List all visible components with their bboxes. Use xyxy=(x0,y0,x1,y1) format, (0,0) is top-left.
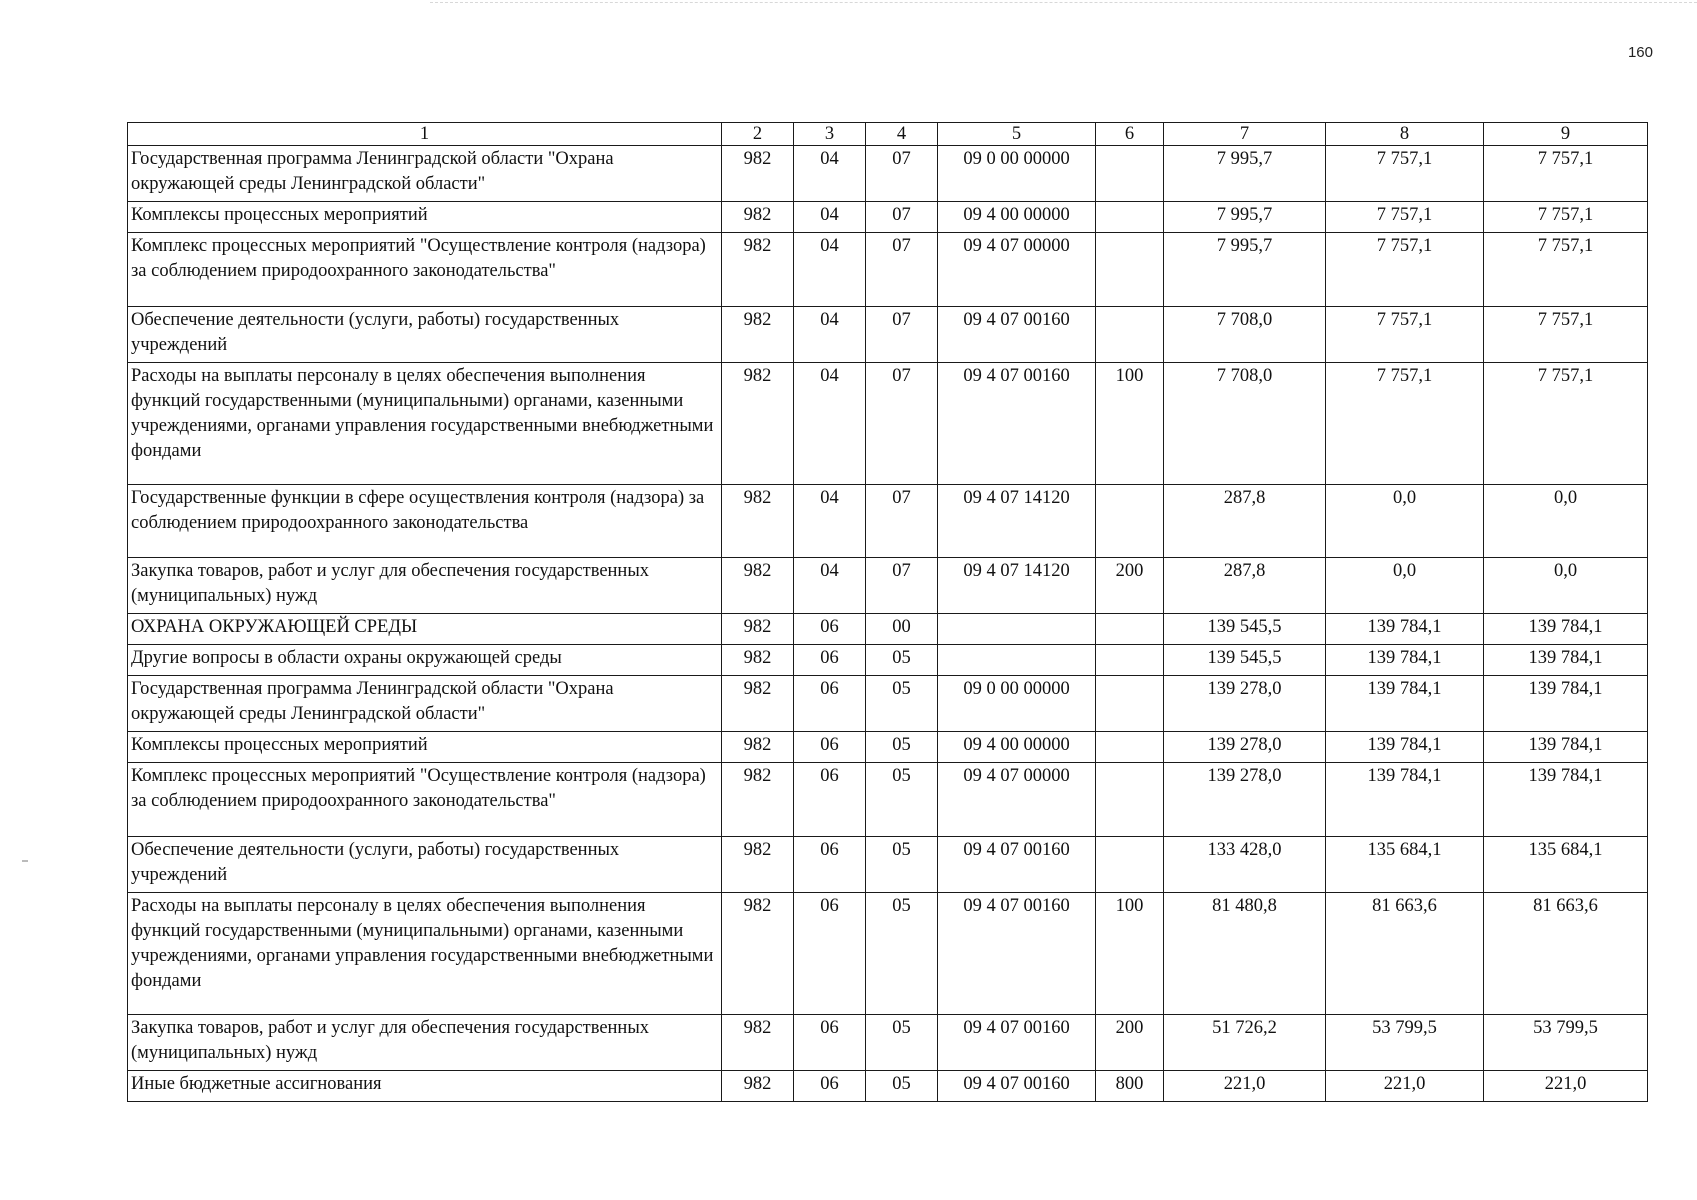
admin-code: 982 xyxy=(722,645,794,676)
section-code: 04 xyxy=(794,146,866,202)
subsection-code: 07 xyxy=(866,485,938,558)
amount-col-8: 7 757,1 xyxy=(1326,202,1484,233)
scan-mark xyxy=(22,860,28,862)
expense-type-code xyxy=(1096,485,1164,558)
amount-col-7: 287,8 xyxy=(1164,558,1326,614)
section-code: 06 xyxy=(794,732,866,763)
table-row xyxy=(128,233,1648,307)
target-article-code: 09 4 07 00160 xyxy=(938,893,1096,1015)
column-number: 4 xyxy=(866,123,938,146)
table-row xyxy=(128,363,1648,485)
amount-col-7: 133 428,0 xyxy=(1164,837,1326,893)
table-row xyxy=(128,485,1648,558)
amount-col-7: 7 995,7 xyxy=(1164,146,1326,202)
row-name: Обеспечение деятельности (услуги, работы) государственных учреждений xyxy=(128,307,722,363)
target-article-code: 09 4 07 00000 xyxy=(938,233,1096,307)
expense-type-code xyxy=(1096,645,1164,676)
table-row xyxy=(128,837,1648,893)
target-article-code: 09 4 00 00000 xyxy=(938,202,1096,233)
amount-col-8: 81 663,6 xyxy=(1326,893,1484,1015)
row-name: Расходы на выплаты персоналу в целях обеспечения выполнения функций государственными (муниципальными) органами, казенными учреждениями, органами управления государственными внебюджетными фондами xyxy=(128,893,722,1015)
row-name: ОХРАНА ОКРУЖАЮЩЕЙ СРЕДЫ xyxy=(128,614,722,645)
row-name: Государственные функции в сфере осуществления контроля (надзора) за соблюдением природоохранного законодательства xyxy=(128,485,722,558)
amount-col-7: 139 545,5 xyxy=(1164,645,1326,676)
table-row xyxy=(128,1071,1648,1102)
admin-code: 982 xyxy=(722,485,794,558)
admin-code: 982 xyxy=(722,1071,794,1102)
subsection-code: 07 xyxy=(866,202,938,233)
table-row xyxy=(128,558,1648,614)
admin-code: 982 xyxy=(722,233,794,307)
table-row xyxy=(128,645,1648,676)
table-row xyxy=(128,146,1648,202)
expense-type-code xyxy=(1096,732,1164,763)
amount-col-9: 81 663,6 xyxy=(1484,893,1648,1015)
amount-col-8: 135 684,1 xyxy=(1326,837,1484,893)
amount-col-7: 221,0 xyxy=(1164,1071,1326,1102)
amount-col-7: 7 995,7 xyxy=(1164,202,1326,233)
amount-col-9: 7 757,1 xyxy=(1484,146,1648,202)
section-code: 06 xyxy=(794,763,866,837)
expense-type-code: 100 xyxy=(1096,893,1164,1015)
amount-col-9: 139 784,1 xyxy=(1484,645,1648,676)
target-article-code: 09 4 07 00000 xyxy=(938,763,1096,837)
target-article-code xyxy=(938,614,1096,645)
expense-type-code xyxy=(1096,146,1164,202)
amount-col-8: 139 784,1 xyxy=(1326,676,1484,732)
amount-col-8: 7 757,1 xyxy=(1326,363,1484,485)
amount-col-8: 0,0 xyxy=(1326,558,1484,614)
table-row xyxy=(128,1015,1648,1071)
column-number: 2 xyxy=(722,123,794,146)
subsection-code: 00 xyxy=(866,614,938,645)
amount-col-7: 7 708,0 xyxy=(1164,307,1326,363)
amount-col-9: 0,0 xyxy=(1484,558,1648,614)
table-row xyxy=(128,676,1648,732)
section-code: 06 xyxy=(794,614,866,645)
admin-code: 982 xyxy=(722,837,794,893)
amount-col-7: 139 278,0 xyxy=(1164,732,1326,763)
column-number: 3 xyxy=(794,123,866,146)
admin-code: 982 xyxy=(722,146,794,202)
section-code: 06 xyxy=(794,676,866,732)
amount-col-8: 139 784,1 xyxy=(1326,614,1484,645)
subsection-code: 07 xyxy=(866,146,938,202)
subsection-code: 07 xyxy=(866,558,938,614)
column-number: 8 xyxy=(1326,123,1484,146)
admin-code: 982 xyxy=(722,732,794,763)
expense-type-code xyxy=(1096,233,1164,307)
amount-col-8: 7 757,1 xyxy=(1326,233,1484,307)
amount-col-9: 7 757,1 xyxy=(1484,363,1648,485)
target-article-code: 09 4 00 00000 xyxy=(938,732,1096,763)
amount-col-9: 53 799,5 xyxy=(1484,1015,1648,1071)
target-article-code: 09 0 00 00000 xyxy=(938,676,1096,732)
section-code: 06 xyxy=(794,1071,866,1102)
expense-type-code xyxy=(1096,676,1164,732)
expense-type-code xyxy=(1096,202,1164,233)
amount-col-9: 135 684,1 xyxy=(1484,837,1648,893)
row-name: Обеспечение деятельности (услуги, работы) государственных учреждений xyxy=(128,837,722,893)
target-article-code: 09 0 00 00000 xyxy=(938,146,1096,202)
target-article-code: 09 4 07 00160 xyxy=(938,307,1096,363)
row-name: Расходы на выплаты персоналу в целях обеспечения выполнения функций государственными (муниципальными) органами, казенными учреждениями, органами управления государственными внебюджетными фондами xyxy=(128,363,722,485)
subsection-code: 05 xyxy=(866,732,938,763)
section-code: 04 xyxy=(794,485,866,558)
subsection-code: 07 xyxy=(866,233,938,307)
target-article-code xyxy=(938,645,1096,676)
amount-col-9: 0,0 xyxy=(1484,485,1648,558)
table-row xyxy=(128,202,1648,233)
expense-type-code: 100 xyxy=(1096,363,1164,485)
target-article-code: 09 4 07 00160 xyxy=(938,363,1096,485)
amount-col-9: 7 757,1 xyxy=(1484,202,1648,233)
target-article-code: 09 4 07 00160 xyxy=(938,1071,1096,1102)
amount-col-9: 139 784,1 xyxy=(1484,676,1648,732)
expense-type-code xyxy=(1096,614,1164,645)
amount-col-8: 7 757,1 xyxy=(1326,307,1484,363)
table-row xyxy=(128,732,1648,763)
admin-code: 982 xyxy=(722,1015,794,1071)
section-code: 06 xyxy=(794,645,866,676)
target-article-code: 09 4 07 14120 xyxy=(938,485,1096,558)
row-name: Комплекс процессных мероприятий "Осуществление контроля (надзора) за соблюдением природоохранного законодательства" xyxy=(128,763,722,837)
amount-col-9: 7 757,1 xyxy=(1484,307,1648,363)
subsection-code: 05 xyxy=(866,837,938,893)
table-row xyxy=(128,763,1648,837)
row-name: Комплексы процессных мероприятий xyxy=(128,202,722,233)
amount-col-9: 139 784,1 xyxy=(1484,763,1648,837)
amount-col-7: 81 480,8 xyxy=(1164,893,1326,1015)
admin-code: 982 xyxy=(722,763,794,837)
row-name: Государственная программа Ленинградской области "Охрана окружающей среды Ленинградской области" xyxy=(128,676,722,732)
section-code: 04 xyxy=(794,558,866,614)
admin-code: 982 xyxy=(722,202,794,233)
admin-code: 982 xyxy=(722,614,794,645)
admin-code: 982 xyxy=(722,893,794,1015)
amount-col-7: 139 278,0 xyxy=(1164,676,1326,732)
subsection-code: 07 xyxy=(866,307,938,363)
amount-col-8: 221,0 xyxy=(1326,1071,1484,1102)
table-row xyxy=(128,893,1648,1015)
amount-col-8: 0,0 xyxy=(1326,485,1484,558)
page-number: 160 xyxy=(1627,44,1653,61)
target-article-code: 09 4 07 14120 xyxy=(938,558,1096,614)
section-code: 06 xyxy=(794,893,866,1015)
amount-col-7: 287,8 xyxy=(1164,485,1326,558)
amount-col-8: 53 799,5 xyxy=(1326,1015,1484,1071)
row-name: Закупка товаров, работ и услуг для обеспечения государственных (муниципальных) нужд xyxy=(128,1015,722,1071)
row-name: Государственная программа Ленинградской области "Охрана окружающей среды Ленинградской области" xyxy=(128,146,722,202)
row-name: Другие вопросы в области охраны окружающей среды xyxy=(128,645,722,676)
target-article-code: 09 4 07 00160 xyxy=(938,837,1096,893)
amount-col-9: 139 784,1 xyxy=(1484,614,1648,645)
expense-type-code: 800 xyxy=(1096,1071,1164,1102)
amount-col-8: 139 784,1 xyxy=(1326,732,1484,763)
amount-col-8: 7 757,1 xyxy=(1326,146,1484,202)
target-article-code: 09 4 07 00160 xyxy=(938,1015,1096,1071)
column-number-row xyxy=(128,123,1648,146)
column-number: 7 xyxy=(1164,123,1326,146)
amount-col-9: 7 757,1 xyxy=(1484,233,1648,307)
expense-type-code: 200 xyxy=(1096,1015,1164,1071)
column-number: 9 xyxy=(1484,123,1648,146)
amount-col-7: 139 278,0 xyxy=(1164,763,1326,837)
row-name: Иные бюджетные ассигнования xyxy=(128,1071,722,1102)
subsection-code: 05 xyxy=(866,1071,938,1102)
subsection-code: 05 xyxy=(866,893,938,1015)
amount-col-7: 7 708,0 xyxy=(1164,363,1326,485)
section-code: 04 xyxy=(794,202,866,233)
amount-col-7: 51 726,2 xyxy=(1164,1015,1326,1071)
section-code: 06 xyxy=(794,837,866,893)
expense-type-code xyxy=(1096,763,1164,837)
section-code: 04 xyxy=(794,363,866,485)
expense-type-code xyxy=(1096,837,1164,893)
expense-type-code xyxy=(1096,307,1164,363)
expense-type-code: 200 xyxy=(1096,558,1164,614)
admin-code: 982 xyxy=(722,558,794,614)
row-name: Комплексы процессных мероприятий xyxy=(128,732,722,763)
amount-col-8: 139 784,1 xyxy=(1326,763,1484,837)
subsection-code: 05 xyxy=(866,676,938,732)
section-code: 04 xyxy=(794,233,866,307)
column-number: 5 xyxy=(938,123,1096,146)
budget-table xyxy=(127,122,1648,1102)
subsection-code: 05 xyxy=(866,763,938,837)
subsection-code: 05 xyxy=(866,645,938,676)
table-row xyxy=(128,307,1648,363)
scan-top-edge xyxy=(430,2,1697,3)
column-number: 1 xyxy=(128,123,722,146)
amount-col-9: 221,0 xyxy=(1484,1071,1648,1102)
amount-col-8: 139 784,1 xyxy=(1326,645,1484,676)
admin-code: 982 xyxy=(722,676,794,732)
amount-col-9: 139 784,1 xyxy=(1484,732,1648,763)
row-name: Комплекс процессных мероприятий "Осуществление контроля (надзора) за соблюдением природоохранного законодательства" xyxy=(128,233,722,307)
subsection-code: 07 xyxy=(866,363,938,485)
subsection-code: 05 xyxy=(866,1015,938,1071)
admin-code: 982 xyxy=(722,363,794,485)
amount-col-7: 139 545,5 xyxy=(1164,614,1326,645)
table-row xyxy=(128,614,1648,645)
section-code: 04 xyxy=(794,307,866,363)
admin-code: 982 xyxy=(722,307,794,363)
section-code: 06 xyxy=(794,1015,866,1071)
amount-col-7: 7 995,7 xyxy=(1164,233,1326,307)
row-name: Закупка товаров, работ и услуг для обеспечения государственных (муниципальных) нужд xyxy=(128,558,722,614)
column-number: 6 xyxy=(1096,123,1164,146)
